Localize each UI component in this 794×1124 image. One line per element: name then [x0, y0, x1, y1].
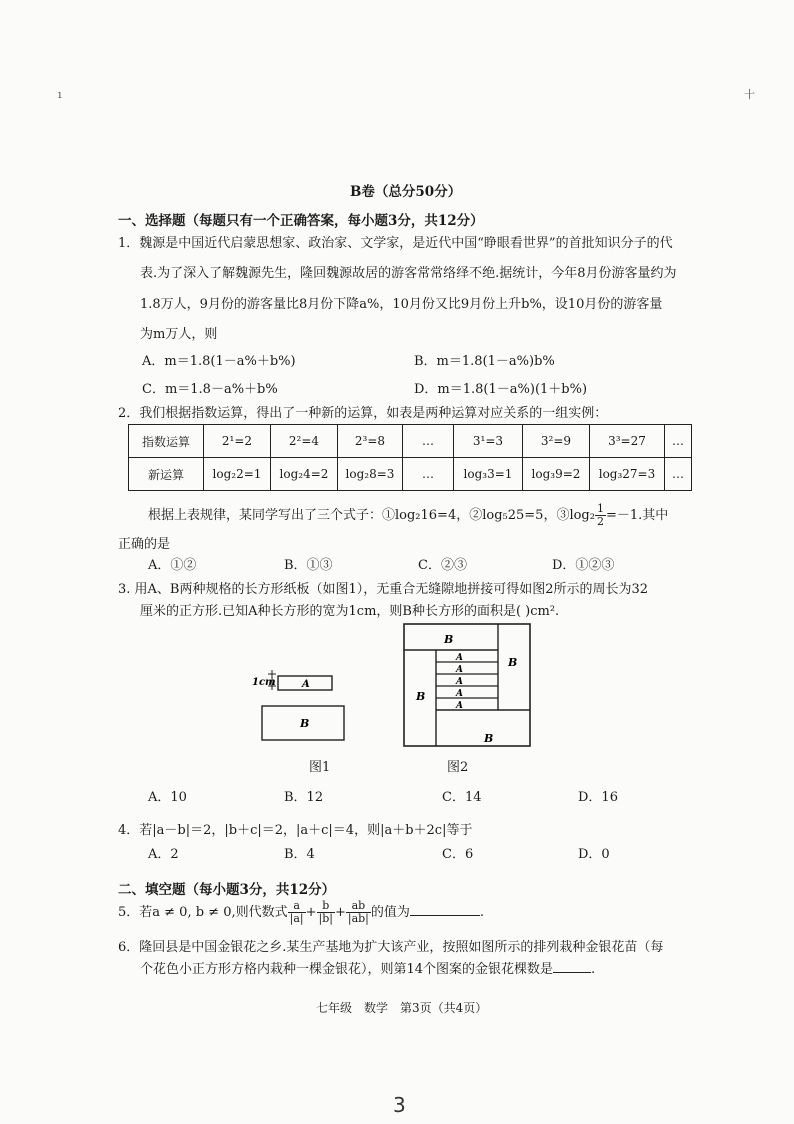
label-a-4: A: [456, 689, 463, 699]
q2-option-b: B．①③: [284, 558, 333, 573]
plus-sign: +: [305, 905, 317, 920]
table-cell: log₃9=2: [523, 458, 590, 491]
q1-line-1: 1．魏源是中国近代启蒙思想家、政治家、文学家，是近代中国“睁眼看世界”的首批知识分子的代: [118, 236, 673, 251]
table-cell: …: [403, 425, 454, 458]
label-a-3: A: [456, 677, 463, 687]
q3-option-b: B．12: [284, 790, 324, 805]
q2-stem: 2．我们根据指数运算，得出了一种新的运算，如表是两种运算对应关系的一组实例：: [118, 406, 608, 421]
q3-option-c: C．14: [442, 790, 482, 805]
fraction-denominator: 2: [596, 515, 604, 528]
q3-option-a: A．10: [148, 790, 187, 805]
table-cell: log₂8=3: [338, 458, 403, 491]
fraction-numerator: b: [317, 900, 335, 913]
q6-end: .: [591, 962, 596, 977]
q2-option-d: D．①②③: [552, 558, 615, 573]
label-1cm: 1cm: [252, 677, 276, 688]
label-a-5: A: [456, 701, 463, 711]
page-footer: 七年级 数学 第3页（共4页）: [316, 1001, 488, 1015]
q2-after-c: 正确的是: [118, 537, 171, 552]
label-a: A: [302, 679, 310, 690]
corner-mark-right: 十: [744, 88, 755, 101]
table-cell: log₂2=1: [204, 458, 271, 491]
question-5: [118, 900, 484, 925]
section1-heading: 一、选择题（每题只有一个正确答案，每小题3分，共12分）: [118, 213, 484, 229]
square-outline: [404, 624, 530, 746]
label-b-right: B: [508, 656, 518, 669]
q5-post: 的值为: [370, 905, 410, 920]
table-cell: …: [665, 425, 692, 458]
q3-option-d: D．16: [578, 790, 618, 805]
figure-1: [248, 664, 348, 744]
q6-line-2-wrap: [140, 958, 595, 977]
figure-2-caption: 图2: [447, 760, 469, 775]
page-number: 3: [393, 1093, 406, 1117]
page-title: B卷（总分50分）: [350, 184, 462, 200]
table-cell: log₃3=1: [454, 458, 523, 491]
q4-option-b: B．4: [284, 847, 315, 862]
answer-blank[interactable]: [553, 960, 591, 973]
answer-blank[interactable]: [410, 903, 480, 916]
table-row: [129, 425, 692, 458]
q1-line-3: 1.8万人，9月份的游客量比8月份下降a%，10月份又比9月份上升b%，设10月份的游客量: [140, 297, 663, 312]
q5-end: .: [479, 905, 485, 920]
figure-1-caption: 图1: [309, 760, 331, 775]
fraction-numerator: a: [288, 900, 306, 913]
corner-mark-left: ı: [58, 88, 62, 101]
fraction-numerator: 1: [596, 502, 604, 515]
table-cell: …: [403, 458, 454, 491]
q3-line-1: 3. 用A、B两种规格的长方形纸板（如图1），无重合无缝隙地拼接可得如图2所示的周长为32: [118, 582, 649, 597]
fraction-a-over-abs-a: [288, 900, 306, 925]
fraction-numerator: ab: [346, 900, 371, 913]
fraction-b-over-abs-b: [317, 900, 335, 925]
table-cell: 2¹=2: [204, 425, 271, 458]
q5-pre: 5．若a ≠ 0, b ≠ 0,则代数式: [118, 905, 288, 920]
fraction-one-half: [595, 503, 606, 528]
fraction-denominator: |a|: [289, 912, 304, 925]
q2-after-a: 根据上表规律，某同学写出了三个式子：①log₂16=4，②log₅25=5，③log₂: [148, 508, 595, 523]
q1-option-b: B．m＝1.8(1－a%)b%: [414, 354, 555, 369]
operation-table: [128, 424, 692, 491]
table-cell: 3³=27: [590, 425, 665, 458]
q2-after-b: =－1.其中: [605, 508, 669, 523]
q2-formula-line: [148, 503, 668, 528]
fraction-denominator: |b|: [318, 912, 333, 925]
label-a-1: A: [456, 653, 463, 663]
table-cell: 新运算: [129, 458, 204, 491]
label-b-bottom: B: [484, 732, 494, 745]
q1-line-2: 表.为了深入了解魏源先生，隆回魏源故居的游客常常络绎不绝.据统计，今年8月份游客量约为: [140, 266, 677, 281]
table-cell: 2³=8: [338, 425, 403, 458]
table-cell: log₃27=3: [590, 458, 665, 491]
fraction-ab-over-abs-ab: [346, 900, 371, 925]
label-b-left: B: [416, 690, 426, 703]
q1-option-a: A．m＝1.8(1－a%＋b%): [142, 354, 296, 369]
q6-line-2: 个花色小正方形方格内栽种一棵金银花），则第14个图案的金银花棵数是: [140, 962, 554, 977]
table-cell: 2²=4: [271, 425, 338, 458]
table-cell: …: [665, 458, 692, 491]
q4-stem: 4．若|a－b|＝2，|b＋c|＝2，|a＋c|＝4，则|a＋b＋2c|等于: [118, 823, 473, 838]
fraction-denominator: |ab|: [347, 912, 369, 925]
table-cell: 指数运算: [129, 425, 204, 458]
q2-option-c: C．②③: [418, 558, 467, 573]
table-cell: 3¹=3: [454, 425, 523, 458]
label-b: B: [300, 717, 310, 730]
plus-sign: +: [334, 905, 346, 920]
q1-option-d: D．m＝1.8(1－a%)(1＋b%): [414, 382, 588, 397]
label-a-2: A: [456, 665, 463, 675]
q1-line-4: 为m万人，则: [140, 327, 218, 342]
q4-option-c: C．6: [442, 847, 474, 862]
q1-option-c: C．m＝1.8－a%＋b%: [142, 382, 278, 397]
label-b-top: B: [444, 633, 454, 646]
table-cell: log₂4=2: [271, 458, 338, 491]
figure-2: [402, 622, 536, 750]
section2-heading: 二、填空题（每小题3分，共12分）: [118, 882, 336, 898]
table-cell: 3²=9: [523, 425, 590, 458]
q2-option-a: A．①②: [148, 558, 197, 573]
table-row: [129, 458, 692, 491]
q4-option-d: D．0: [578, 847, 610, 862]
q4-option-a: A．2: [148, 847, 179, 862]
q6-line-1: 6．隆回县是中国金银花之乡.某生产基地为扩大该产业，按照如图所示的排列栽种金银花苗（每: [118, 940, 664, 955]
q3-line-2: 厘米的正方形.已知A种长方形的宽为1cm，则B种长方形的面积是( )cm².: [140, 604, 560, 619]
